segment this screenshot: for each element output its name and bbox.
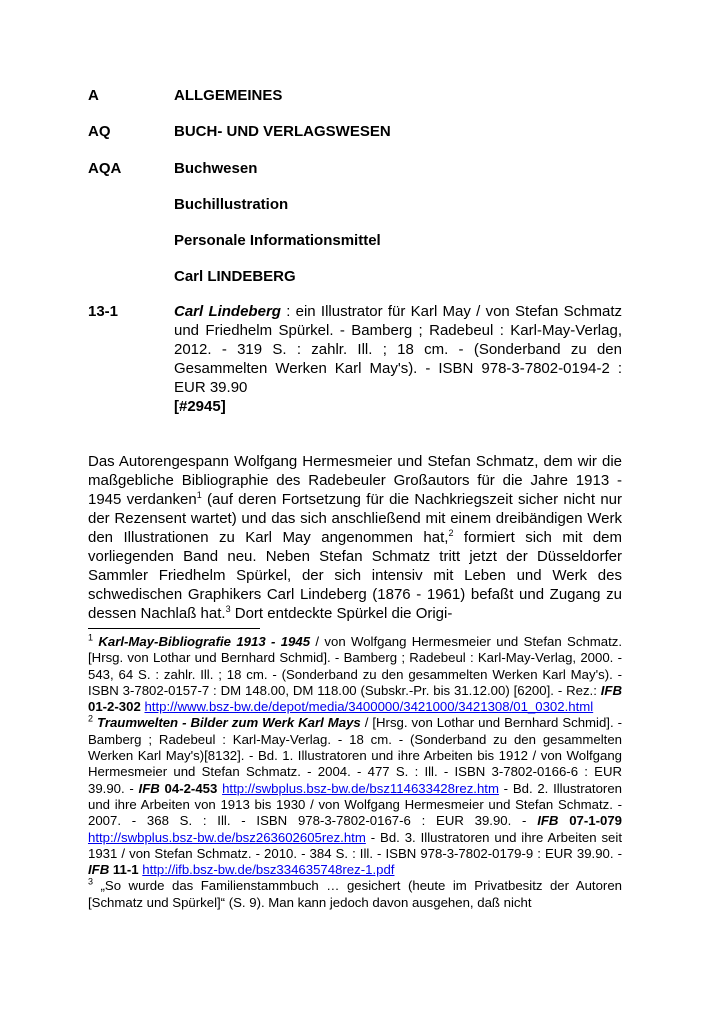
heading-code: AQA — [88, 160, 122, 177]
footnote-ref-2[interactable]: 2 — [448, 528, 454, 538]
heading-code: AQ — [88, 123, 111, 140]
footnote-title: Traumwelten - Bilder zum Werk Karl Mays — [97, 715, 361, 731]
review-part-4: Dort entdeckte Spürkel die Origi- — [230, 605, 453, 622]
footnote-text: - Bd. 2. Illustratoren und ihre Arbeiten von 1913 bis 1930 / von Wolfgang Hermesmeier und Stefan Schmatz. - 2007. - 368 S. : Ill. - ISBN 978-3-7802-0167-6 : EUR 39.90. - — [88, 780, 622, 829]
ifb-code: 07-1-079 — [558, 813, 622, 829]
ifb-label: IFB — [537, 813, 559, 829]
footnote-text: / [Hrsg. von Lothar und Bernhard Schmid]. - Bamberg ; Radebeul : Karl-May-Verlag. - 18 cm. - (Sonderband zu den gesammelten Werken Karl May's)[8132]. - Bd. 1. Illustratoren und ihre Arbeiten bis 1912 / von Wolfgang Hermesmeier und Stefan Schmatz. - 2004. - 477 S. : Ill. - ISBN 3-7802-0166-6 : EUR 39.90. - — [88, 715, 622, 796]
review-part-1: Das Autorengespann Wolfgang Hermesmeier und Stefan Schmatz, dem wir die maßgebliche Bibliographie des Radebeuler Großautors für die Jahre 1913 - 1945 verdanken — [88, 453, 622, 508]
footnote-number: 2 — [88, 714, 94, 725]
heading-text: Buchillustration — [174, 196, 289, 213]
footnote-text: / von Wolfgang Hermesmeier und Stefan Schmatz. [Hrsg. von Lothar und Bernhard Schmid]. - Bamberg ; Radebeul : Karl-May-Verlag, 2000. - 543, 64 S. : zahlr. Ill. ; 18 cm. - (Sonderband zu den gesammelten Werken Karl May's). - ISBN 3-7802-0157-7 : DM 148.00, DM 118.00 (Subskr.-Pr. bis 31.12.00) [6200]. - Rez.: — [88, 634, 623, 698]
ifb-label: IFB — [600, 682, 622, 698]
footnote-separator — [88, 628, 260, 629]
ifb-label: IFB — [138, 780, 160, 796]
ifb-code: 01-2-302 — [88, 699, 141, 715]
entry-id: [#2945] — [174, 398, 226, 415]
footnote-text: „So wurde das Familienstammbuch … gesichert (heute im Privatbesitz der Autoren [Schmatz und Spürkel]“ (S. 9). Man kann jedoch davon ausgehen, daß nicht — [88, 878, 622, 910]
footnote-title: Karl-May-Bibliografie 1913 - 1945 — [98, 634, 311, 649]
review-text — [88, 452, 622, 623]
heading-text: ALLGEMEINES — [174, 87, 283, 104]
footnote-number: 3 — [88, 877, 94, 888]
heading-text: Personale Informationsmittel — [174, 232, 381, 249]
footnote-2 — [88, 715, 622, 878]
footnote-link[interactable]: http://swbplus.bsz-bw.de/bsz114633428rez.htm — [222, 780, 499, 796]
footnote-ref-1[interactable]: 1 — [196, 490, 202, 500]
footnote-3 — [88, 878, 622, 911]
footnote-link[interactable]: http://www.bsz-bw.de/depot/media/3400000/3421000/3421308/01_0302.html — [144, 699, 594, 715]
review-part-2: (auf deren Fortsetzung für die Nachkriegszeit sicher nicht nur der Rezensent wartet) und das sich anschließend mit einem dreibändigen Werk den Illustrationen zu Karl May angenommen hat, — [88, 491, 622, 546]
entry-title: Carl Lindeberg — [174, 303, 281, 320]
ifb-label: IFB — [88, 862, 110, 878]
entry-body — [174, 302, 622, 416]
ifb-code: 04-2-453 — [159, 780, 218, 796]
footnote-link[interactable]: http://swbplus.bsz-bw.de/bsz263602605rez.htm — [88, 829, 366, 845]
review-part-3: formiert sich mit dem vorliegenden Band neu. Neben Stefan Schmatz tritt jetzt der Düsseldorfer Sammler Friedhelm Spürkel, der sich intensiv mit Leben und Werk des schwedischen Graphikers Carl Lindeberg (1876 - 1961) befaßt und Zugang zu dessen Nachlaß hat. — [88, 529, 623, 622]
entry-number: 13-1 — [88, 303, 119, 320]
footnote-ref-3[interactable]: 3 — [225, 604, 231, 614]
heading-text: BUCH- UND VERLAGSWESEN — [174, 123, 391, 140]
footnote-link[interactable]: http://ifb.bsz-bw.de/bsz334635748rez-1.pdf — [142, 862, 395, 878]
footnote-text: - Bd. 3. Illustratoren und ihre Arbeiten seit 1931 / von Stefan Schmatz. - 2010. - 384 S. : Ill. - ISBN 978-3-7802-0179-9 : EUR 39.90. - — [88, 829, 622, 861]
ifb-code: 11-1 — [109, 862, 139, 878]
heading-code: A — [88, 87, 99, 104]
footnote-1 — [88, 634, 622, 715]
heading-text: Carl LINDEBERG — [174, 268, 296, 285]
entry-description: : ein Illustrator für Karl May / von Stefan Schmatz und Friedhelm Spürkel. - Bamberg ; Radebeul : Karl-May-Verlag, 2012. - 319 S. : zahlr. Ill. ; 18 cm. - (Sonderband zu den Gesammelten Werken Karl May's). - ISBN 978-3-7802-0194-2 : EUR 39.90 — [174, 303, 622, 396]
heading-text: Buchwesen — [174, 160, 258, 177]
footnotes — [88, 634, 622, 911]
footnote-number: 1 — [88, 632, 94, 643]
